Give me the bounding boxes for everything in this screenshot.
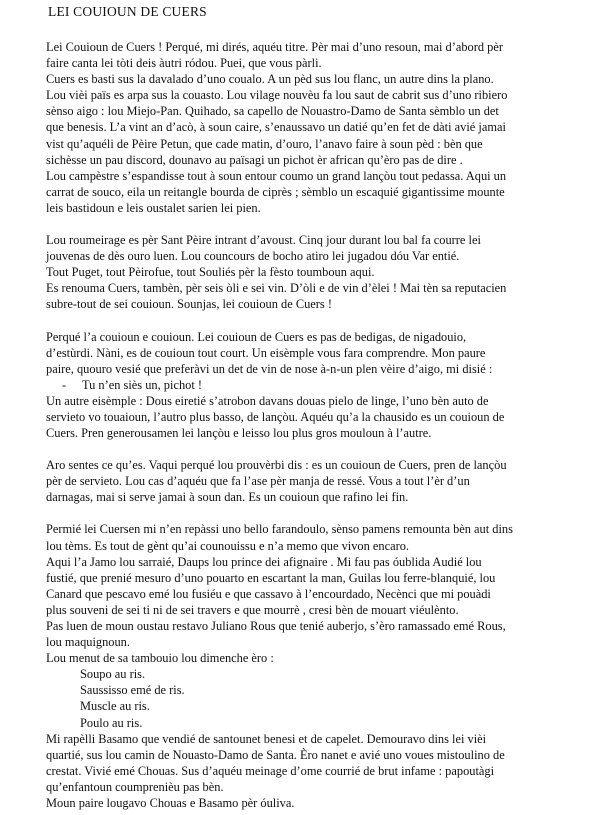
- dialogue-text: Tu n’en siès un, pichot !: [82, 377, 203, 392]
- text-line: Tout Puget, tout Pèirofue, tout Souliés pèr la fèsto toumboun aqui.: [46, 265, 375, 280]
- text-line: Canard que pescavo emé lou fusiéu e que cassavo à l’encourdado, Necènci que mi pouàdi: [46, 586, 491, 601]
- text-line: lou maquignoun.: [46, 635, 130, 650]
- text-line: Aqui l’a Jamo lou sarraié, Daups lou prince dei afignaire . Mi fau pas óublida Audié lou: [46, 554, 482, 569]
- text-line: plus souveni de sei ti ni de sei travers e que mourrè , cresi bèn de mouart viéulènto.: [46, 602, 459, 617]
- paragraph-gap: [46, 505, 596, 521]
- dash-marker: -: [62, 377, 67, 392]
- paragraph-gap: [46, 441, 596, 457]
- text-line: que benesis. L’a vint an d’acò, à soun caire, s’enaussavo un datié qu’en fet de dàti avié jamai: [46, 120, 506, 135]
- text-line: sènso aigo : lou Miejo-Pan. Quihado, sa capello de Nouastro-Damo de Santa sèmblo un det: [46, 104, 499, 119]
- text-line: leis bastidoun e leis oustalet sarien lei pien.: [46, 200, 261, 215]
- text-line: paire, quouro vesié que preferàvi un det de vin de nose à-n-un plen vèire d’aigo, mi disié :: [46, 361, 493, 376]
- paragraph-gap: [46, 313, 596, 329]
- text-line: jouvenas de dès ouro luen. Lou councours de bocho atiro lei jugadou dóu Var entié.: [46, 249, 460, 264]
- menu-item: Soupo au ris.: [80, 667, 146, 682]
- text-line: Cuers es basti sus la davalado d’uno coualo. A un pèd sus lou flanc, un autre dins la plano.: [46, 72, 494, 87]
- document-title: LEI COUIOUN DE CUERS: [48, 4, 207, 19]
- text-line: Perqué l’a couioun e couioun. Lei couioun de Cuers es pas de bedigas, de nigadouio,: [46, 329, 467, 344]
- text-line: Lou campèstre s’espandisse tout à soun entour coumo un grand lançòu tout pedassa. Aqui un: [46, 168, 507, 183]
- text-line: vist qu’aquéli de Pèire Petun, que cade matin, d’ouro, l’anavo faire à soun pèd : bèn que: [46, 136, 483, 151]
- text-line: Es renouma Cuers, tambèn, pèr seis òli e sei vin. D’òli e de vin d’èlei ! Mai tèn sa reputacien: [46, 281, 507, 296]
- document-body: [46, 39, 596, 811]
- text-line: crestat. Vivié emé Chouas. Sus d’aquéu meinage d’ome courrié de brut infame : papoutàgi: [46, 763, 495, 778]
- text-line: Un autre eisèmple : Dous eiretié s’atrobon davans douas pielo de linge, l’uno bèn auto de: [46, 393, 489, 408]
- text-line: Lou vièi païs es arpa sus la couasto. Lou vilage nouvèu fa lou saut de cabrit sus d’uno ribiero: [46, 88, 508, 103]
- text-line: Lou roumeirage es pèr Sant Pèire intrant d’avoust. Cinq jour durant lou bal fa courre lei: [46, 233, 481, 248]
- text-line: lou tèms. Es tout de gènt qu’ai counouissu e n’a memo que vivon encaro.: [46, 538, 410, 553]
- text-line: darnagas, mai si serve jamai à soun dan. Es un couioun que rafino lei fin.: [46, 490, 409, 505]
- text-line: Moun paire lougavo Chouas e Basamo pèr óuliva.: [46, 796, 295, 811]
- text-line: sichèsse un pau discord, dounavo au païsagi un pichot èr african qu’èro pas de dire .: [46, 152, 463, 167]
- dialogue-line: [46, 377, 596, 393]
- text-line: qu’enfantoun coumprenièu pas bèn.: [46, 779, 224, 794]
- paragraph-gap: [46, 216, 596, 232]
- text-line: carrat de souco, eila un reitangle bourda de ciprès ; sèmblo un escaquié gigantissime mounte: [46, 184, 505, 199]
- text-line: quartié, sus lou camin de Nouasto-Damo de Santa. Èro nanet e avié uno voues mistoulino de: [46, 747, 505, 762]
- text-line: Pas luen de moun oustau restavo Juliano Rous que tenié auberjo, s’èro ramassado emé Rous,: [46, 619, 506, 633]
- text-line: Cuers. Pren generousamen lei lançòu e leisso lou plus gros mouloun à l’autre.: [46, 426, 432, 441]
- menu-item: Poulo au ris.: [80, 715, 143, 730]
- text-line: faire canta lei tòti deis àutri ródou. Puei, que vous pàrli.: [46, 56, 322, 71]
- text-line: fustié, que prenié mesuro d’uno pouarto en escartant la man, Guilas lou ferre-blanquié, lou: [46, 570, 496, 585]
- text-line: Lei Couioun de Cuers ! Perqué, mi dirés, aquéu titre. Pèr mai d’uno resoun, mai d’abord pèr: [46, 40, 503, 54]
- text-line: Mi rapèlli Basamo que vendié de santounet benesi et de capelet. Demouravo dins lei vièi: [46, 731, 487, 746]
- text-line: Lou menut de sa tambouio lou dimenche èro :: [46, 651, 274, 666]
- text-line: subre-tout de sei couioun. Sounjas, lei couioun de Cuers !: [46, 297, 332, 312]
- text-line: d’estùrdi. Nàni, es de couioun tout court. Un eisèmple vous fara comprendre. Mon paure: [46, 345, 486, 360]
- menu-item: Muscle au ris.: [80, 699, 150, 714]
- text-line: Aro sentes ce qu’es. Vaqui perqué lou prouvèrbi dis : es un couioun de Cuers, pren de lançòu: [46, 458, 507, 473]
- menu-item: Saussisso emé de ris.: [80, 683, 185, 698]
- text-line: pèr de servieto. Lou cas d’aquéu que fa l’ase pèr manja de ressé. Vous a tout l’èr d’un: [46, 474, 470, 489]
- text-line: servieto vo touaioun, l’autro plus basso, de lançòu. Aquéu qu’a la chausido es un couioun de: [46, 409, 505, 424]
- text-line: Permié lei Cuersen mi n’en repàssi uno bello farandoulo, sènso pamens remounta bèn aut dins: [46, 522, 513, 537]
